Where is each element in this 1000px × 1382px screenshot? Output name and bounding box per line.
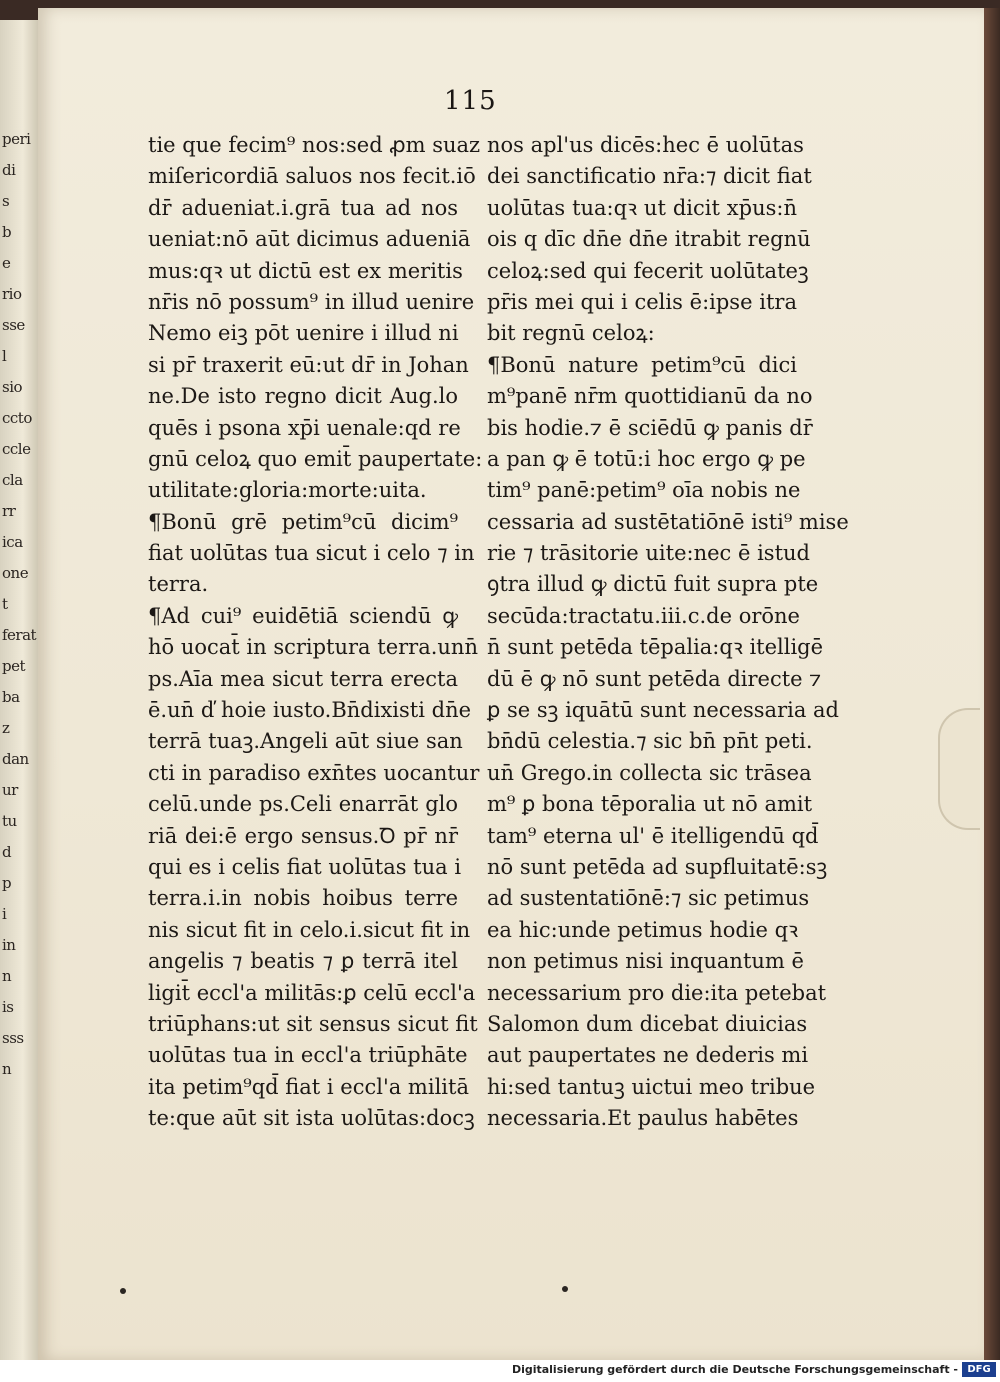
facing-page-fragment: rio (2, 285, 22, 303)
text-line: miſericordiā saluos nos fecit.iō (148, 164, 476, 189)
page-tab-notch (938, 708, 980, 830)
text-line: uolūtas tua:qꝛ ut dicit xp̄us:n̄ (487, 195, 797, 220)
text-line: ꝑ se sꝫ iquātū sunt necessaria ad (487, 698, 839, 723)
facing-page-fragment: sss (2, 1029, 24, 1047)
facing-page-fragment: cla (2, 471, 23, 489)
text-line: cessaria ad sustētatiōnē isti⁹ mise (487, 509, 849, 534)
facing-page-fragment: di (2, 161, 16, 179)
facing-page-fragment: ferat (2, 626, 37, 644)
facing-page-fragment: in (2, 936, 16, 954)
text-line: fiat uolūtas tua sicut i celo ⁊ in (148, 541, 475, 566)
facing-page-fragment: i (2, 905, 7, 923)
text-line: celoꝝ:sed qui fecerit uolūtateꝫ (487, 258, 809, 283)
facing-page-fragment: ccto (2, 409, 32, 427)
text-line: ps.Aīa mea sicut terra erecta (148, 666, 458, 691)
text-line: Salomon dum dicebat diuicias (487, 1011, 808, 1036)
text-line: ad sustentatiōnē:⁊ sic petimus (487, 886, 810, 911)
text-line: ¶Bonū nature petim⁹cū dici (487, 352, 797, 377)
facing-page-fragment: tu (2, 812, 17, 830)
text-line: tie que fecim⁹ nos:sed ꝓm suaz (148, 133, 481, 157)
text-line: mus:qꝛ ut dictū est ex meritis (148, 258, 463, 283)
facing-page-fragment: rr (2, 502, 16, 520)
text-line: terra. (148, 572, 209, 597)
text-line: cti in paradiso exn̄tes uocantur (148, 760, 480, 785)
previous-page-edge (0, 20, 38, 1360)
text-column-right (487, 130, 849, 1135)
text-line: hi:sed tantuꝫ uictui meo tribue (487, 1074, 816, 1099)
facing-page-fragment: n (2, 967, 12, 985)
facing-page-fragment: one (2, 564, 29, 582)
text-line: ea hic:unde petimus hodie qꝛ (487, 917, 799, 942)
page-number: 115 (444, 86, 497, 116)
text-line: ois q dīc dn̄e dn̄e itrabit regnū (487, 227, 811, 252)
funding-note: Digitalisierung gefördert durch die Deutsche Forschungsgemeinschaft - (511, 1363, 958, 1376)
text-line: pr̄is mei qui i celis ē:ipse itra (487, 289, 797, 314)
facing-page-fragment: sio (2, 378, 23, 396)
text-line: n̄ sunt petēda tēpalia:qꝛ itelligē (487, 635, 824, 660)
text-line: nr̄is nō possum⁹ in illud uenire (148, 289, 475, 314)
text-line: dū ē ꝙ nō sunt petēda directe ⁊ (487, 666, 822, 691)
text-line: Nemo eiꝫ pōt uenire i illud ni (148, 321, 459, 346)
text-line: utilitate:gloria:morte:uita. (148, 478, 427, 503)
text-line: ē.un̄ ď hoie iusto.Bn̄dixisti dn̄e (148, 698, 472, 723)
text-line: ne.De isto regno dicit Aug.lo (148, 384, 458, 409)
text-line: bis hodie.⁊ ē sciēdū ꝙ panis dr̄ (487, 415, 813, 440)
text-line: angelis ⁊ beatis ⁊ ꝑ terrā itel (148, 949, 458, 974)
facing-page-fragment: b (2, 223, 12, 241)
facing-page-fragment: s (2, 192, 10, 210)
dfg-logo: DFG (962, 1362, 996, 1377)
text-line: ita petim⁹qd̄ fiat i eccl'a militā (148, 1074, 469, 1099)
text-line: un̄ Grego.in collecta sic trāsea (487, 760, 812, 785)
text-line: uolūtas tua in eccl'a triūphāte (148, 1043, 468, 1068)
text-line: ueniat:nō aūt dicimus adueniā (148, 227, 471, 252)
text-line: secūda:tractatu.iii.c.de orōne (487, 603, 800, 628)
facing-page-fragment: t (2, 595, 8, 613)
text-line: ¶Bonū grē petim⁹cū dicim⁹ (148, 509, 458, 534)
facing-page-fragment: z (2, 719, 10, 737)
text-line: tam⁹ eterna ul' ē itelligendū qd̄ (487, 823, 819, 848)
text-line: necessaria.Et paulus habētes (487, 1106, 799, 1131)
facing-page-fragment: ur (2, 781, 18, 799)
facing-page-fragment: ba (2, 688, 20, 706)
text-line: a pan ꝙ ē totū:i hoc ergo ꝙ pe (487, 446, 806, 471)
text-line: si pr̄ traxerit eū:ut dr̄ in Johan (148, 352, 469, 377)
facing-page-fragment: sse (2, 316, 25, 334)
text-line: m⁹panē nr̄m quottidianū da no (487, 384, 813, 409)
text-line: necessarium pro die:ita petebat (487, 980, 827, 1005)
text-line: terrā tuaꝫ.Angeli aūt siue san (148, 729, 463, 754)
book-cover-edge (984, 8, 1000, 1360)
facing-page-fragment: l (2, 347, 7, 365)
text-line: qui es i celis fiat uolūtas tua i (148, 854, 462, 879)
text-line: bn̄dū celestia.⁊ sic bn̄ pn̄t peti. (487, 729, 813, 754)
text-line: dr̄ adueniat.i.grā tua ad nos (148, 195, 458, 220)
text-line: nō sunt petēda ad supfluitatē:sꝫ (487, 854, 828, 879)
text-line: triūphans:ut sit sensus sicut fit (148, 1011, 478, 1036)
facing-page-fragment: ccle (2, 440, 31, 458)
text-line: rie ⁊ trāsitorie uite:nec ē istud (487, 541, 810, 566)
facing-page-fragment: p (2, 874, 12, 892)
text-line: ꝯtra illud ꝙ dictū fuit supra pte (487, 572, 819, 597)
facing-page-fragment: ica (2, 533, 23, 551)
text-line: terra.i.in nobis hoibus terre (148, 886, 458, 911)
text-line: dei sanctificatio nr̄a:⁊ dicit fiat (487, 164, 812, 189)
text-line: bit regnū celoꝝ: (487, 321, 655, 346)
text-line: non petimus nisi inquantum ē (487, 949, 804, 974)
facing-page-fragment: e (2, 254, 11, 272)
facing-page-fragment: peri (2, 130, 31, 148)
facing-page-fragment: pet (2, 657, 26, 675)
page-mark-center (562, 1286, 568, 1292)
text-line: te:que aūt sit ista uolūtas:docꝫ (148, 1106, 475, 1131)
text-line: tim⁹ panē:petim⁹ oīa nobis ne (487, 478, 801, 503)
facing-page-fragment: dan (2, 750, 29, 768)
text-column-left (148, 130, 483, 1135)
text-line: m⁹ ꝑ bona tēporalia ut nō amit (487, 792, 813, 817)
facing-page-fragment: d (2, 843, 12, 861)
text-line: ¶Ad cui⁹ euidētiā sciendū ꝙ (148, 603, 458, 628)
page-mark-left (120, 1288, 126, 1294)
text-line: nis sicut fit in celo.i.sicut fit in (148, 917, 471, 942)
text-line: ligit̄ eccl'a militās:ꝑ celū eccl'a (148, 980, 476, 1005)
text-line: riā dei:ē ergo sensus.Ꝺ pr̄ nr̄ (148, 823, 458, 848)
facing-page-fragment: is (2, 998, 14, 1016)
text-line: gnū celoꝝ quo emit̄ paupertate: (148, 446, 483, 471)
text-line: nos apl'us dicēs:hec ē uolūtas (487, 133, 804, 157)
facing-page-fragment: n (2, 1060, 12, 1078)
text-line: quēs i psona xp̄i uenale:qd re (148, 415, 461, 440)
text-line: celū.unde ps.Celi enarrāt glo (148, 792, 458, 817)
text-line: aut paupertates ne dederis mi (487, 1043, 809, 1068)
text-line: hō uocat̄ in scriptura terra.unn̄ (148, 635, 478, 660)
